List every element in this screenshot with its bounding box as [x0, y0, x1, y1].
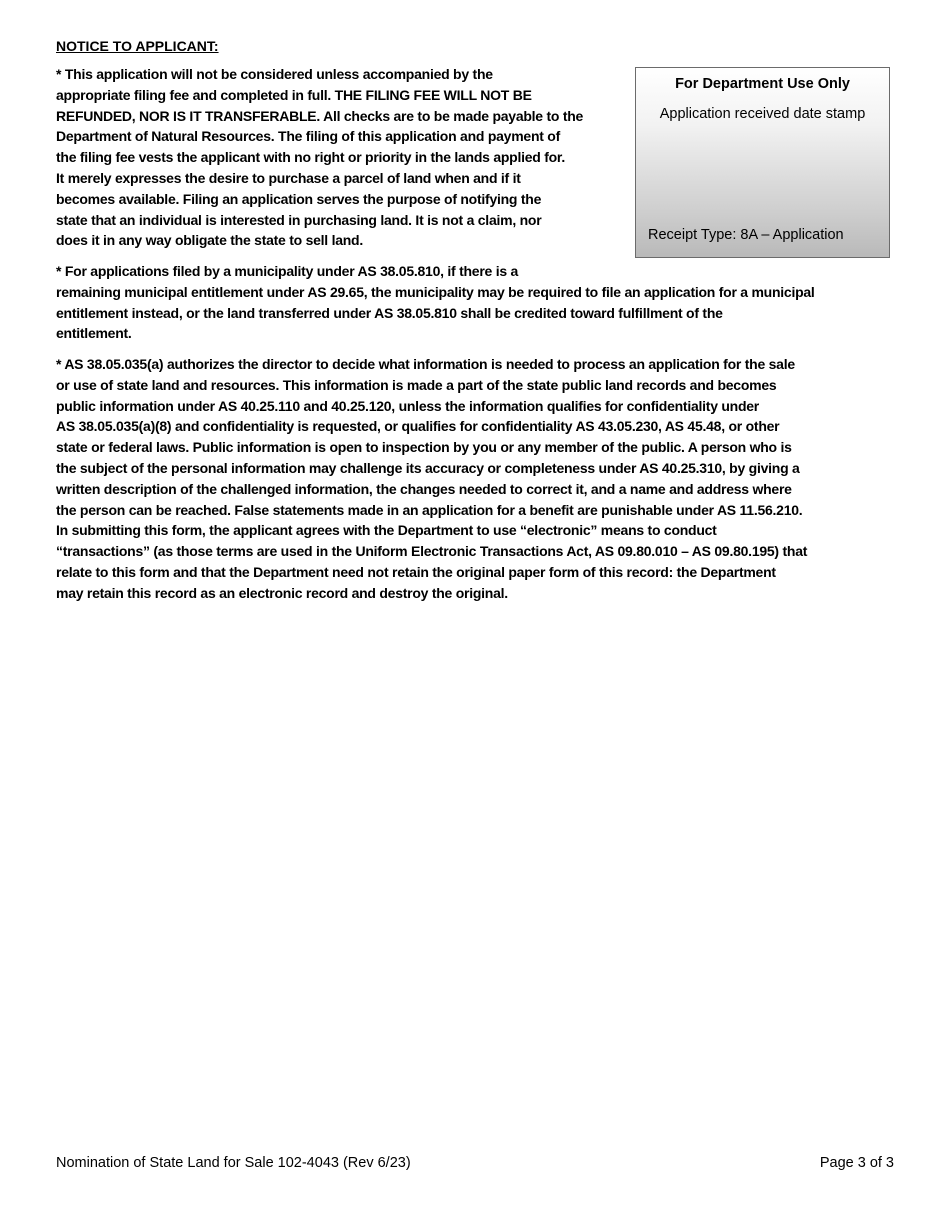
- paragraph-line: * For applications filed by a municipality under AS 38.05.810, if there is a: [56, 263, 519, 279]
- paragraph-line: written description of the challenged information, the changes needed to correct it, and a name and address where: [56, 480, 792, 497]
- paragraph-line: appropriate filing fee and completed in full. THE FILING FEE WILL NOT BE: [56, 86, 532, 103]
- paragraph-line: In submitting this form, the applicant agrees with the Department to use “electronic” means to conduct: [56, 522, 717, 539]
- notice-paragraph-public-information: [56, 354, 807, 604]
- paragraph-line: or use of state land and resources. This information is made a part of the state public land records and becomes: [56, 376, 777, 393]
- paragraph-line: may retain this record as an electronic record and destroy the original.: [56, 584, 508, 601]
- paragraph-line: entitlement instead, or the land transferred under AS 38.05.810 shall be credited toward fulfillment of the: [56, 304, 723, 321]
- paragraph-line: REFUNDED, NOR IS IT TRANSFERABLE. All checks are to be made payable to the: [56, 107, 584, 124]
- paragraph-line: Department of Natural Resources. The filing of this application and payment of: [56, 128, 561, 145]
- receipt-type-label: Receipt Type: 8A – Application: [648, 227, 844, 243]
- department-box-title: For Department Use Only: [675, 76, 850, 92]
- paragraph-line: public information under AS 40.25.110 and 40.25.120, unless the information qualifies for confidentiality under: [56, 397, 760, 414]
- paragraph-line: AS 38.05.035(a)(8) and confidentiality is requested, or qualifies for confidentiality AS 43.05.230, AS 45.48, or other: [56, 418, 780, 435]
- paragraph-line: relate to this form and that the Department need not retain the original paper form of this record: the Department: [56, 563, 776, 580]
- paragraph-line: “transactions” (as those terms are used in the Uniform Electronic Transactions Act, AS 09.80.010 – AS 09.80.195) that: [56, 543, 808, 560]
- paragraph-line: remaining municipal entitlement under AS 29.65, the municipality may be required to file an application for a municipal: [56, 283, 815, 300]
- notice-paragraph-municipality: [56, 261, 815, 344]
- paragraph-line: the filing fee vests the applicant with no right or priority in the lands applied for.: [56, 149, 565, 166]
- notice-paragraph-filing-fee: [56, 64, 583, 251]
- paragraph-line: does it in any way obligate the state to sell land.: [56, 232, 363, 249]
- paragraph-line: the subject of the personal information may challenge its accuracy or completeness under AS 40.25.310, by giving a: [56, 459, 800, 476]
- paragraph-line: the person can be reached. False statements made in an application for a benefit are punishable under AS 11.56.210.: [56, 501, 803, 518]
- paragraph-line: state that an individual is interested in purchasing land. It is not a claim, nor: [56, 211, 542, 228]
- footer-form-name: Nomination of State Land for Sale 102-4043 (Rev 6/23): [56, 1155, 411, 1171]
- paragraph-line: state or federal laws. Public information is open to inspection by you or any member of the public. A person who is: [56, 439, 792, 456]
- paragraph-line: becomes available. Filing an application serves the purpose of notifying the: [56, 190, 542, 207]
- paragraph-line: It merely expresses the desire to purchase a parcel of land when and if it: [56, 169, 521, 186]
- paragraph-line: * AS 38.05.035(a) authorizes the director to decide what information is needed to process an application for the sale: [56, 356, 795, 372]
- paragraph-line: * This application will not be considered unless accompanied by the: [56, 66, 493, 82]
- date-stamp-label: Application received date stamp: [659, 106, 866, 122]
- department-use-only-box: [635, 67, 890, 258]
- paragraph-line: entitlement.: [56, 325, 132, 342]
- footer-page-number: Page 3 of 3: [819, 1155, 894, 1171]
- notice-heading: NOTICE TO APPLICANT:: [56, 38, 219, 54]
